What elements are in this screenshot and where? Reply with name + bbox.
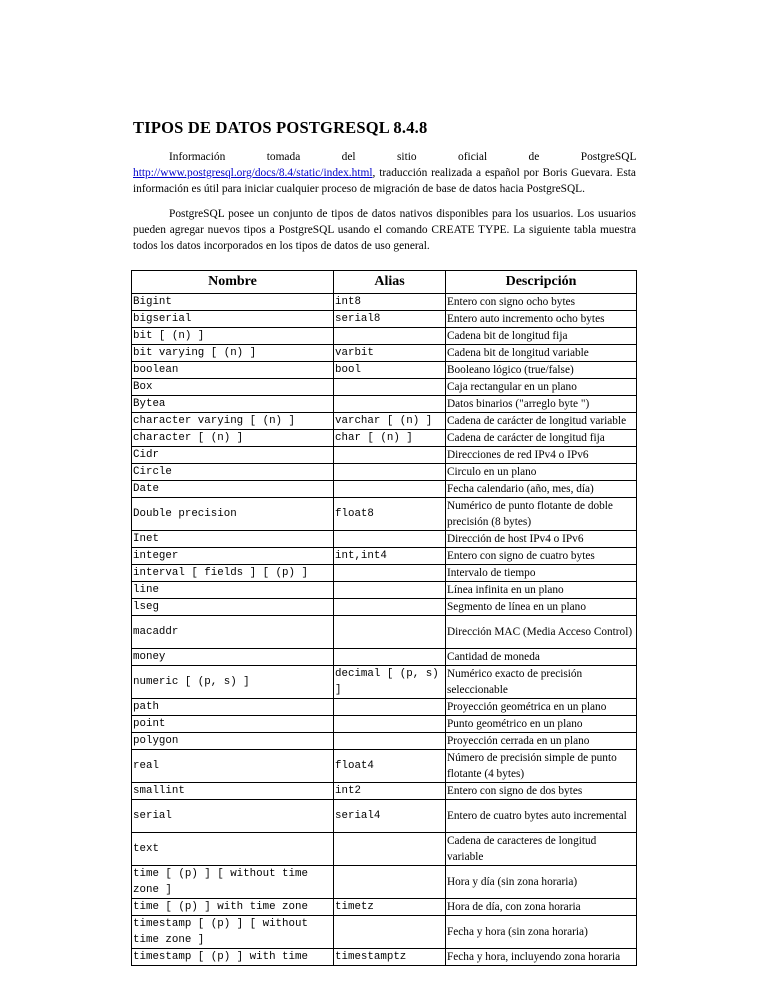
type-alias-cell: int8 xyxy=(334,294,446,311)
table-row xyxy=(132,833,637,866)
type-name-cell: Bigint xyxy=(132,294,334,311)
type-description-cell: Proyección geométrica en un plano xyxy=(446,699,637,716)
type-alias-cell: serial8 xyxy=(334,311,446,328)
type-description-cell: Entero con signo ocho bytes xyxy=(446,294,637,311)
type-description-cell: Numérico exacto de precisión seleccionable xyxy=(446,666,637,699)
type-name-cell: Bytea xyxy=(132,396,334,413)
intro-paragraph-source xyxy=(133,149,636,197)
type-description-cell: Direcciones de red IPv4 o IPv6 xyxy=(446,447,637,464)
type-alias-cell: float8 xyxy=(334,498,446,531)
type-name-cell: text xyxy=(132,833,334,866)
table-row xyxy=(132,481,637,498)
type-description-cell: Proyección cerrada en un plano xyxy=(446,733,637,750)
type-description-cell: Punto geométrico en un plano xyxy=(446,716,637,733)
type-alias-cell xyxy=(334,916,446,949)
type-alias-cell xyxy=(334,833,446,866)
intro-types-text: PostgreSQL posee un conjunto de tipos de datos nativos disponibles para los usuarios. Los usuarios pueden agregar nuevos tipos a PostgreSQL usando el comando CREATE TYPE. La siguiente tabla muestra todos los datos incorporados en los tipos de datos de uso general. xyxy=(133,208,636,252)
intro-text-after: , traducción realizada a español por Boris Guevara. Esta información es útil para iniciar cualquier proceso de migración de base de datos hacia PostgreSQL. xyxy=(133,167,636,195)
table-row xyxy=(132,345,637,362)
type-alias-cell xyxy=(334,464,446,481)
type-description-cell: Booleano lógico (true/false) xyxy=(446,362,637,379)
type-alias-cell xyxy=(334,379,446,396)
table-row xyxy=(132,548,637,565)
type-name-cell: Cidr xyxy=(132,447,334,464)
table-row xyxy=(132,498,637,531)
type-name-cell: lseg xyxy=(132,599,334,616)
type-name-cell: integer xyxy=(132,548,334,565)
type-description-cell: Segmento de línea en un plano xyxy=(446,599,637,616)
table-row xyxy=(132,565,637,582)
type-description-cell: Entero con signo de dos bytes xyxy=(446,783,637,800)
table-header-row xyxy=(132,271,637,294)
type-alias-cell xyxy=(334,582,446,599)
type-name-cell: path xyxy=(132,699,334,716)
table-row xyxy=(132,311,637,328)
header-nombre: Nombre xyxy=(132,271,334,294)
type-name-cell: bigserial xyxy=(132,311,334,328)
intro-text-before: Información tomada del sitio oficial de PostgreSQL xyxy=(169,151,636,163)
table-row xyxy=(132,447,637,464)
type-description-cell: Hora y día (sin zona horaria) xyxy=(446,866,637,899)
postgresql-docs-link[interactable]: http://www.postgresql.org/docs/8.4/static/index.html xyxy=(133,167,373,179)
header-alias: Alias xyxy=(334,271,446,294)
table-body xyxy=(132,294,637,966)
type-description-cell: Entero de cuatro bytes auto incremental xyxy=(446,800,637,833)
type-alias-cell xyxy=(334,733,446,750)
type-description-cell: Entero auto incremento ocho bytes xyxy=(446,311,637,328)
page-title: TIPOS DE DATOS POSTGRESQL 8.4.8 xyxy=(133,118,428,137)
type-name-cell: smallint xyxy=(132,783,334,800)
type-alias-cell: decimal [ (p, s) ] xyxy=(334,666,446,699)
type-name-cell: timestamp [ (p) ] with time xyxy=(132,949,334,966)
intro-paragraph-types xyxy=(133,206,636,254)
table-row xyxy=(132,733,637,750)
table-row xyxy=(132,949,637,966)
type-name-cell: time [ (p) ] [ without time zone ] xyxy=(132,866,334,899)
table-row xyxy=(132,750,637,783)
type-description-cell: Cadena de carácter de longitud fija xyxy=(446,430,637,447)
table-row xyxy=(132,362,637,379)
type-name-cell: bit varying [ (n) ] xyxy=(132,345,334,362)
type-name-cell: numeric [ (p, s) ] xyxy=(132,666,334,699)
type-alias-cell: varbit xyxy=(334,345,446,362)
type-alias-cell: int2 xyxy=(334,783,446,800)
table-row xyxy=(132,294,637,311)
table-row xyxy=(132,649,637,666)
type-description-cell: Línea infinita en un plano xyxy=(446,582,637,599)
type-description-cell: Cadena bit de longitud fija xyxy=(446,328,637,345)
type-name-cell: real xyxy=(132,750,334,783)
type-description-cell: Numérico de punto flotante de doble precisión (8 bytes) xyxy=(446,498,637,531)
type-alias-cell: char [ (n) ] xyxy=(334,430,446,447)
type-name-cell: timestamp [ (p) ] [ without time zone ] xyxy=(132,916,334,949)
type-name-cell: Inet xyxy=(132,531,334,548)
type-alias-cell xyxy=(334,531,446,548)
type-name-cell: Box xyxy=(132,379,334,396)
type-alias-cell xyxy=(334,481,446,498)
type-alias-cell xyxy=(334,447,446,464)
type-description-cell: Hora de día, con zona horaria xyxy=(446,899,637,916)
type-name-cell: point xyxy=(132,716,334,733)
type-description-cell: Intervalo de tiempo xyxy=(446,565,637,582)
type-alias-cell: int,int4 xyxy=(334,548,446,565)
type-name-cell: Double precision xyxy=(132,498,334,531)
type-name-cell: line xyxy=(132,582,334,599)
table-row xyxy=(132,413,637,430)
table-row xyxy=(132,916,637,949)
table-row xyxy=(132,379,637,396)
header-descripcion: Descripción xyxy=(446,271,637,294)
type-alias-cell xyxy=(334,699,446,716)
type-alias-cell: float4 xyxy=(334,750,446,783)
table-row xyxy=(132,866,637,899)
type-description-cell: Fecha y hora, incluyendo zona horaria xyxy=(446,949,637,966)
table-row xyxy=(132,328,637,345)
type-description-cell: Cantidad de moneda xyxy=(446,649,637,666)
table-row xyxy=(132,783,637,800)
type-description-cell: Dirección MAC (Media Acceso Control) xyxy=(446,616,637,649)
type-name-cell: boolean xyxy=(132,362,334,379)
type-name-cell: money xyxy=(132,649,334,666)
table-row xyxy=(132,464,637,481)
type-alias-cell xyxy=(334,649,446,666)
type-description-cell: Número de precisión simple de punto flotante (4 bytes) xyxy=(446,750,637,783)
type-description-cell: Dirección de host IPv4 o IPv6 xyxy=(446,531,637,548)
type-description-cell: Entero con signo de cuatro bytes xyxy=(446,548,637,565)
type-name-cell: macaddr xyxy=(132,616,334,649)
data-types-table xyxy=(131,270,637,966)
type-description-cell: Datos binarios ("arreglo byte ") xyxy=(446,396,637,413)
table-row xyxy=(132,599,637,616)
type-alias-cell: timetz xyxy=(334,899,446,916)
type-name-cell: time [ (p) ] with time zone xyxy=(132,899,334,916)
type-name-cell: Circle xyxy=(132,464,334,481)
table-row xyxy=(132,699,637,716)
table-row xyxy=(132,430,637,447)
type-alias-cell: bool xyxy=(334,362,446,379)
type-alias-cell xyxy=(334,565,446,582)
type-name-cell: Date xyxy=(132,481,334,498)
type-name-cell: bit [ (n) ] xyxy=(132,328,334,345)
type-alias-cell xyxy=(334,716,446,733)
table-row xyxy=(132,531,637,548)
table-row xyxy=(132,616,637,649)
type-alias-cell: serial4 xyxy=(334,800,446,833)
type-description-cell: Circulo en un plano xyxy=(446,464,637,481)
table-row xyxy=(132,666,637,699)
type-description-cell: Cadena de carácter de longitud variable xyxy=(446,413,637,430)
type-description-cell: Fecha y hora (sin zona horaria) xyxy=(446,916,637,949)
type-alias-cell xyxy=(334,616,446,649)
table-row xyxy=(132,716,637,733)
type-description-cell: Caja rectangular en un plano xyxy=(446,379,637,396)
type-alias-cell xyxy=(334,599,446,616)
table-row xyxy=(132,899,637,916)
table-row xyxy=(132,396,637,413)
type-alias-cell xyxy=(334,328,446,345)
type-description-cell: Cadena bit de longitud variable xyxy=(446,345,637,362)
type-name-cell: serial xyxy=(132,800,334,833)
type-name-cell: interval [ fields ] [ (p) ] xyxy=(132,565,334,582)
table-row xyxy=(132,582,637,599)
type-name-cell: character varying [ (n) ] xyxy=(132,413,334,430)
type-alias-cell xyxy=(334,866,446,899)
type-alias-cell: varchar [ (n) ] xyxy=(334,413,446,430)
type-description-cell: Fecha calendario (año, mes, día) xyxy=(446,481,637,498)
type-name-cell: character [ (n) ] xyxy=(132,430,334,447)
type-alias-cell xyxy=(334,396,446,413)
table-row xyxy=(132,800,637,833)
type-alias-cell: timestamptz xyxy=(334,949,446,966)
type-description-cell: Cadena de caracteres de longitud variable xyxy=(446,833,637,866)
type-name-cell: polygon xyxy=(132,733,334,750)
